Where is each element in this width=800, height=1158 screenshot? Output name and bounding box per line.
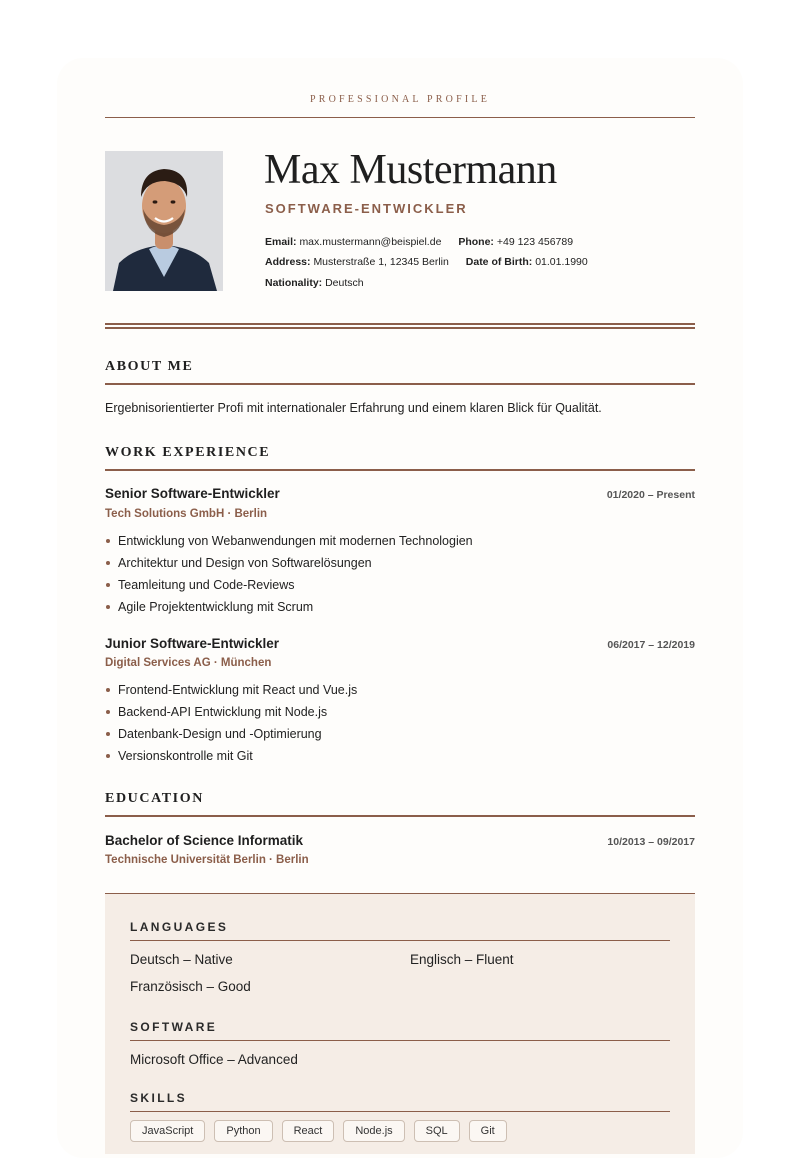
nationality-value: Deutsch — [325, 277, 364, 289]
person-role: SOFTWARE-ENTWICKLER — [265, 201, 468, 216]
phone-label: Phone: — [458, 236, 494, 248]
list-item: Agile Projektentwicklung mit Scrum — [105, 596, 473, 618]
job-bullets — [105, 679, 357, 767]
phone-value: +49 123 456789 — [496, 236, 574, 248]
extras-panel — [105, 893, 695, 1154]
skills-chips — [130, 1120, 507, 1142]
list-item: Teamleitung und Code-Reviews — [105, 574, 473, 596]
contact-line-3 — [265, 277, 364, 289]
language-item: Deutsch – Native — [130, 952, 233, 967]
list-item: Entwicklung von Webanwendungen mit modernen Technologien — [105, 530, 473, 552]
list-item: Versionskontrolle mit Git — [105, 745, 357, 767]
job-title: Junior Software-Entwickler — [105, 636, 280, 651]
email-value: max.mustermann@beispiel.de — [299, 236, 442, 248]
skill-chip: Node.js — [343, 1120, 404, 1142]
section-title-work: WORK EXPERIENCE — [105, 445, 695, 471]
skill-chip: SQL — [414, 1120, 460, 1142]
profile-kicker: PROFESSIONAL PROFILE — [309, 94, 491, 105]
header-double-divider — [105, 323, 695, 329]
job-company: Tech Solutions GmbH · Berlin — [105, 508, 268, 520]
section-title-education: EDUCATION — [105, 791, 695, 817]
language-item: Französisch – Good — [130, 979, 251, 994]
list-item: Datenbank-Design und -Optimierung — [105, 723, 357, 745]
contact-line-2 — [265, 256, 588, 268]
job-company: Digital Services AG · München — [105, 657, 272, 669]
job-title: Senior Software-Entwickler — [105, 486, 280, 501]
skill-chip: JavaScript — [130, 1120, 205, 1142]
address-value: Musterstraße 1, 12345 Berlin — [313, 256, 449, 268]
about-text: Ergebnisorientierter Profi mit internationaler Erfahrung und einem klaren Blick für Qualität. — [105, 401, 602, 415]
email-label: Email: — [265, 236, 297, 248]
section-title-software: SOFTWARE — [130, 1020, 670, 1041]
software-item: Microsoft Office – Advanced — [130, 1052, 298, 1067]
education-date: 10/2013 – 09/2017 — [607, 836, 695, 848]
profile-photo — [105, 151, 223, 291]
list-item: Frontend-Entwicklung mit React und Vue.js — [105, 679, 357, 701]
nationality-label: Nationality: — [265, 277, 323, 289]
dob-label: Date of Birth: — [465, 256, 533, 268]
skill-chip: React — [282, 1120, 335, 1142]
skill-chip: Python — [214, 1120, 272, 1142]
person-name: Max Mustermann — [264, 147, 557, 193]
job-date: 01/2020 – Present — [606, 489, 695, 501]
list-item: Backend-API Entwicklung mit Node.js — [105, 701, 357, 723]
section-title-languages: LANGUAGES — [130, 920, 670, 941]
job-date: 06/2017 – 12/2019 — [607, 639, 695, 651]
list-item: Architektur und Design von Softwarelösungen — [105, 552, 473, 574]
dob-value: 01.01.1990 — [535, 256, 588, 268]
address-label: Address: — [265, 256, 311, 268]
section-title-skills: SKILLS — [130, 1091, 670, 1112]
job-bullets — [105, 530, 473, 618]
education-degree: Bachelor of Science Informatik — [105, 833, 304, 848]
language-item: Englisch – Fluent — [410, 952, 514, 967]
top-divider — [105, 117, 695, 118]
skill-chip: Git — [469, 1120, 507, 1142]
section-title-about: ABOUT ME — [105, 359, 695, 385]
contact-line-1 — [265, 236, 573, 248]
education-institution: Technische Universität Berlin · Berlin — [105, 854, 309, 866]
